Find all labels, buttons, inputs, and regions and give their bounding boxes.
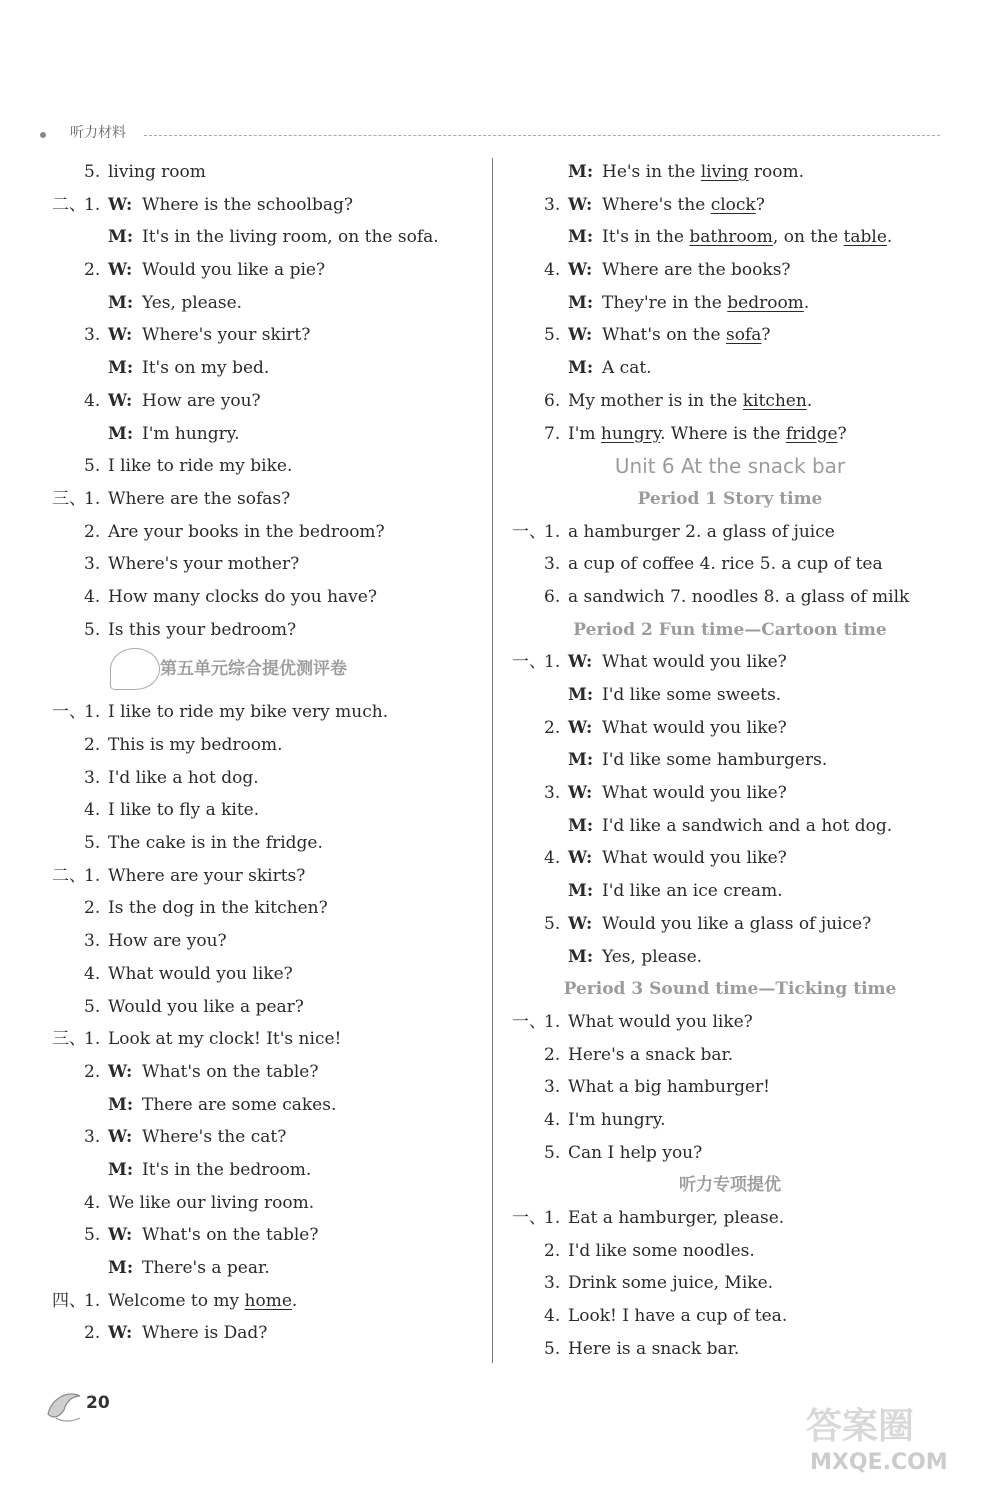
answer-line: 2. Here's a snack bar. [544,1044,734,1065]
answer-line: 5. living room [84,162,206,182]
answer-line: 2. W: What's on the table? [84,1061,319,1082]
answer-line: 5. The cake is in the fridge. [84,833,323,854]
answer-line: 四、 1. Welcome to my home. [52,1290,298,1311]
watermark-bottom: MXQE.COM [810,1450,948,1475]
answer-line: M: I'd like a sandwich and a hot dog. [568,815,893,836]
answer-line: 4. I'm hungry. [544,1109,666,1130]
answer-line: 一、 1. What would you like? [512,1011,753,1032]
answer-line: 3. I'd like a hot dog. [84,767,259,788]
answer-line: 一、 1. a hamburger 2. a glass of juice [512,521,835,542]
answer-line: M: It's in the bathroom, on the table. [568,227,893,248]
answer-line: 3. How are you? [84,931,227,952]
answer-line: 3. Drink some juice, Mike. [544,1273,774,1294]
answer-line: M: I'd like some hamburgers. [568,750,828,771]
period-title: Period 1 Story time [637,488,823,509]
answer-line: 2. W: Where is Dad? [84,1323,268,1344]
answer-line: 3. Where's your mother? [84,554,300,575]
answer-line: M: I'd like some sweets. [568,685,782,705]
answer-line: 5. I like to ride my bike. [84,456,293,477]
answer-line: 2. Is the dog in the kitchen? [84,898,328,919]
answer-line: M: It's in the living room, on the sofa. [108,227,439,248]
answer-line: 3. What a big hamburger! [544,1077,770,1098]
answer-line: 4. We like our living room. [84,1192,315,1213]
page-number: 20 [86,1393,110,1413]
answer-line: 5. W: Would you like a glass of juice? [544,913,872,934]
answer-line: 4. W: Where are the books? [544,260,791,281]
header-title: 听力材料 [70,125,126,141]
answer-line: M: It's in the bedroom. [108,1159,312,1180]
period-title: Period 3 Sound time—Ticking time [563,979,897,1000]
answer-line: M: It's on my bed. [108,358,270,379]
answer-line: 二、 1. W: Where is the schoolbag? [52,194,353,215]
answer-line: 3. W: Where's the cat? [84,1127,287,1148]
right-column [500,156,960,1365]
answer-line: 3. W: Where's your skirt? [84,325,311,346]
answer-line: M: I'm hungry. [108,423,240,444]
answer-line: 4. W: How are you? [84,390,261,411]
period-title: Period 2 Fun time—Cartoon time [573,619,887,640]
special-title: 听力专项提优 [679,1175,781,1196]
badge-icon [110,648,160,690]
answer-line: M: Yes, please. [108,292,243,313]
bullet-icon [40,132,46,138]
column-divider [492,158,493,1363]
test-title: 第五单元综合提优测评卷 [160,659,347,680]
answer-line: 2. W: What would you like? [544,717,787,738]
answer-line: 2. This is my bedroom. [84,735,283,755]
unit-title: Unit 6 At the snack bar [614,454,846,479]
answer-line: 5. W: What's on the sofa? [544,325,771,346]
answer-line: 5. Is this your bedroom? [84,619,297,640]
answer-line: 5. Would you like a pear? [84,996,304,1017]
answer-line: 4. W: What would you like? [544,848,787,869]
answer-line: 5. Can I help you? [544,1142,703,1163]
answer-line: 二、 1. Where are your skirts? [52,865,306,886]
answer-line: 一、 1. I like to ride my bike very much. [52,702,389,723]
answer-line: 一、 1. Eat a hamburger, please. [512,1208,785,1228]
answer-line: 7. I'm hungry. Where is the fridge? [544,423,847,444]
answer-line: 6. a sandwich 7. noodles 8. a glass of milk [544,586,910,607]
watermark-top: 答案圈 [806,1406,915,1447]
answer-line: M: He's in the living room. [568,162,805,182]
answer-line: 4. What would you like? [84,963,293,984]
answer-line: 三、 1. Look at my clock! It's nice! [52,1029,342,1050]
answer-line: M: There are some cakes. [108,1094,337,1115]
watermark [790,1396,990,1486]
answer-line: M: There's a pear. [108,1258,270,1278]
answer-line: 6. My mother is in the kitchen. [544,390,813,411]
answer-line: 4. I like to fly a kite. [84,800,260,821]
answer-line: 一、 1. W: What would you like? [512,652,787,673]
answer-line: 2. W: Would you like a pie? [84,260,326,281]
dolphin-icon [42,1384,86,1428]
answer-line: 4. How many clocks do you have? [84,586,377,607]
header-rule [144,135,940,136]
test-heading [40,646,480,696]
answer-line: 2. Are your books in the bedroom? [84,521,385,542]
left-column [40,156,480,1350]
answer-line: 4. Look! I have a cup of tea. [544,1306,788,1327]
answer-line: 2. I'd like some noodles. [544,1240,755,1261]
answer-line: M: They're in the bedroom. [568,292,810,313]
answer-line: 3. W: Where's the clock? [544,194,765,215]
answer-line: M: Yes, please. [568,946,703,967]
answer-line: 3. a cup of coffee 4. rice 5. a cup of tea [544,554,883,575]
answer-line: M: A cat. [568,358,652,379]
answer-line: 3. W: What would you like? [544,783,787,804]
page-header [40,122,940,146]
answer-line: M: I'd like an ice cream. [568,881,783,902]
answer-line: 5. Here is a snack bar. [544,1338,740,1359]
answer-line: 三、 1. Where are the sofas? [52,488,291,509]
answer-line: 5. W: What's on the table? [84,1225,319,1246]
